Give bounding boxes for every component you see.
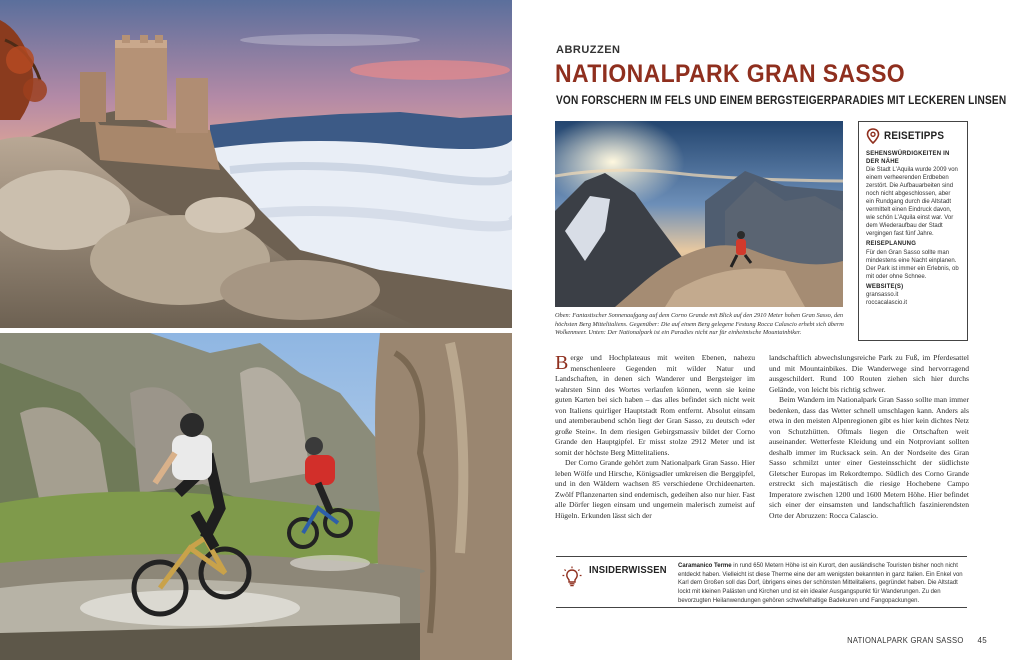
drop-cap: B: [555, 352, 569, 374]
travel-tips-title: REISETIPPS: [884, 130, 945, 142]
article-page: [512, 0, 1024, 660]
tips-website-link[interactable]: gransasso.it: [866, 292, 899, 298]
body-paragraph: [555, 353, 755, 458]
lightbulb-icon: [562, 566, 582, 588]
tips-planning-text: Für den Gran Sasso sollte man mindestens eine Nacht einplanen. Der Park ist immer ein Erlebnis, ob mit oder ohne Schnee.: [866, 249, 959, 280]
page-number: 45: [977, 636, 987, 645]
summit-photo: [555, 121, 843, 307]
castle-photo: [0, 0, 512, 328]
tips-websites-heading: WEBSITE(S): [866, 283, 904, 290]
map-pin-icon: [866, 128, 880, 144]
insider-tip-lead: Caramanico Terme: [678, 563, 732, 569]
body-column-left: [555, 353, 755, 521]
tips-planning-heading: REISEPLANUNG: [866, 241, 917, 247]
page-footer: [844, 636, 987, 645]
insider-tip-box: [556, 556, 967, 608]
footer-section-name: NATIONALPARK GRAN SASSO: [846, 636, 964, 645]
insider-tip-title: INSIDERWISSEN: [589, 564, 667, 576]
photo-caption: Oben: Fantastischer Sonnenaufgang auf dem Corno Grande mit Blick auf den 2910 Meter hohen Gran Sasso, den höchsten Berg Mittelitaliens. Gegenüber: Die auf einem Berg gelegene Festung Rocca Calascio erhebt sich überm Wolkenmeer. Unten: Der Nationalpark ist ein Paradies nicht nur für einheimische Mountainbiker.: [555, 312, 844, 337]
body-text: erge und Hochplateaus mit weiten Ebenen, nahezu menschenleere Gegenden mit wilder Natur und Landschaften, in denen sich Wanderer und Bergsteiger im wahrsten Sinn des Wortes verlaufen können, wenn sie keine guten Karten bei sich haben – das alles befindet sich nicht weit von Italiens quirliger Hauptstadt Rom entfernt. Absolut einsam und atemberaubend schön liegt der Gran Sasso, zu deutsch »der große Stein«. In dem riesigen Gebirgsmassiv bildet der Corno Grande den Hauptgipfel. Er misst stolze 2912 Meter und ist somit der höchste Berg Mittelitaliens.: [555, 353, 755, 457]
body-paragraph: Beim Wandern im Nationalpark Gran Sasso sollte man immer bedenken, dass das Wetter schnell umschlagen kann. Anders als etwa in den meisten Alpenregionen gibt es hier kein dichtes Netz von Schutzhütten. Oftmals liegen die Ortschaften weit auseinander. Wetterfeste Kleidung und ein Notproviant sollten deshalb immer im Rucksack sein. An der Nordseite des Gran Sasso schmilzt unter einer Gesteinsschicht der südlichste Gletscher Europas im Rekordtempo. Südlich des Corno Grande erstreckt sich majestätisch die riesige Hochebene Campo Imperatore zwischen 1200 und 1600 Metern Höhe. Hier befindet sich einer der einsamsten und landschaftlich faszinierendsten Orte der Abruzzen: Rocca Calascio.: [769, 395, 969, 520]
tips-website-link[interactable]: roccacalascio.it: [866, 300, 908, 306]
article-subtitle: VON FORSCHERN IM FELS UND EINEM BERGSTEIGERPARADIES MIT LECKEREN LINSEN: [556, 95, 1007, 107]
article-title: NATIONALPARK GRAN SASSO: [555, 60, 906, 88]
tips-sights-heading: SEHENSWÜRDIGKEITEN IN DER NÄHE: [866, 151, 950, 165]
mountainbikers-photo: [0, 333, 512, 660]
body-paragraph: Der Corno Grande gehört zum Nationalpark Gran Sasso. Hier leben Wölfe und Hirsche, Königsadler umkreisen die Berggipfel, und in den Wäldern wachsen 85 verschiedene Orchideenarten. Zwölf Pflanzenarten sind endemisch, gedeihen also nur hier. Fast alle Dörfer liegen einsam und ungemein malerisch zumeist auf Hügeln. Erkunden lässt sich der: [555, 458, 755, 520]
insider-tip-body: in rund 650 Metern Höhe ist ein Kurort, den ausländische Touristen bisher noch nicht entdeckt haben. Vielleicht ist diese Therme eine der am wenigsten bekannten in ganz Italien. Ein Enkel von Karl dem Großen soll das Dorf, übrigens eines der schönsten Mittelitaliens, gegründet haben. Die Altstadt lockt mit kleinen Palästen und Kirchen und ist ein idealer Ausgangspunkt für Wanderungen. Zu den bevorzugten Heilanwendungen gehören schwefelhaltige Badekuren und Fangopackungen.: [678, 563, 963, 604]
insider-tip-text: [678, 562, 964, 606]
tips-sights-text: Die Stadt L'Aquila wurde 2009 von einem verheerenden Erdbeben zerstört. Die Aufbauarbeiten sind noch nicht abgeschlossen, aber ein Rundgang durch die Altstadt vermittelt einen Eindruck davon, wie schön L'Aquila einst war. Vor dem Wiederaufbau der Stadt vergingen fast fünf Jahre.: [866, 167, 958, 237]
body-column-right: [769, 353, 969, 521]
travel-tips-box: [858, 121, 968, 341]
region-kicker: ABRUZZEN: [556, 44, 621, 56]
travel-tips-header: [866, 128, 960, 144]
body-paragraph: landschaftlich abwechslungsreiche Park zu Fuß, im Pferdesattel und mit Mountainbikes. Die Wanderwege sind hervorragend ausgeschildert. Rund 100 Routen ziehen sich hier durchs Gelände, von leicht bis richtig schwer.: [769, 353, 969, 394]
